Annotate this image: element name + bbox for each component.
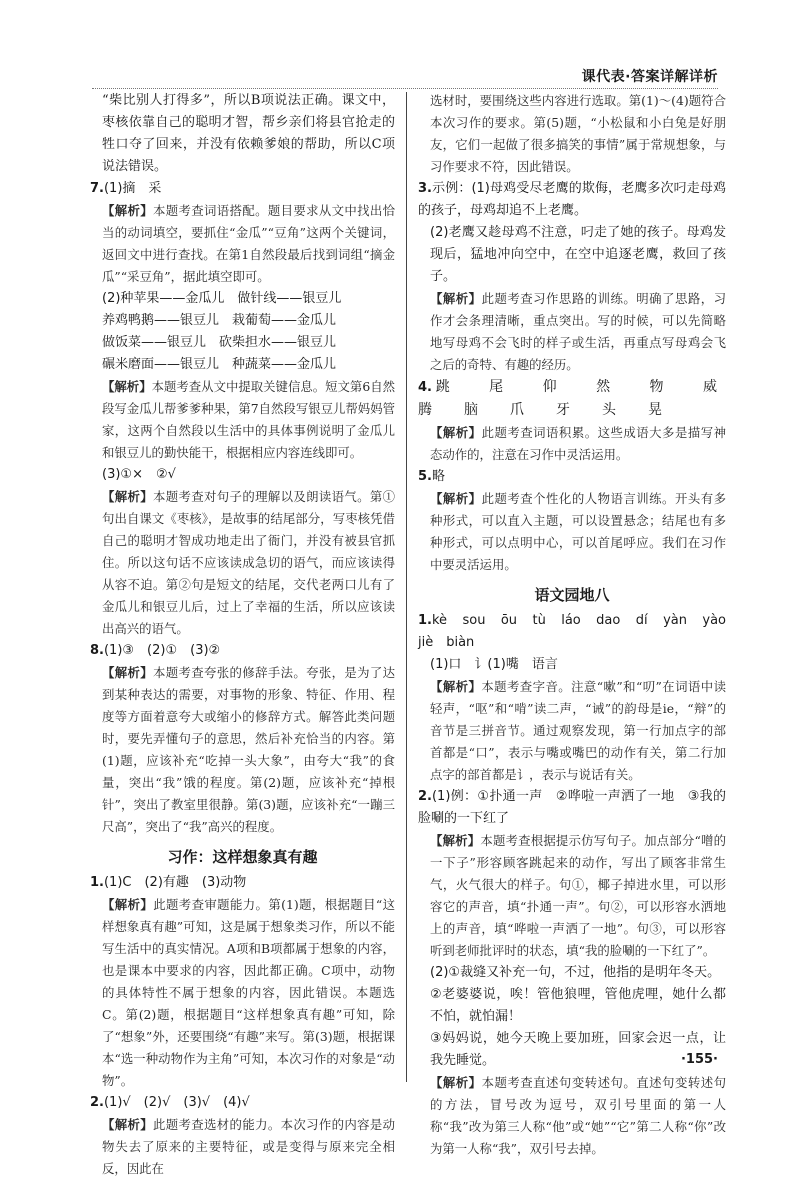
continued-analysis-right: 选材时，要围绕这些内容进行选取。第(1)～(4)题符合本次习作的要求。第(5)题，“小松鼠和小白兔是好朋友，它们一起做了很多搞笑的事情”属于常规想象，与习作要求不符，因此错误。 xyxy=(430,93,726,174)
right-column xyxy=(418,90,749,1160)
writing-question-4: 4.跳 尾 仰 然 物 威 腾 脑 爪 牙 头 晃 xyxy=(418,379,749,418)
writing-analysis-4: 【解析】此题考查词语积累。这些成语大多是描写神态动作的，注意在习作中灵活运用。 xyxy=(430,425,727,462)
garden-answer-2-3: ②老婆婆说，唉！管他狼哩，管他虎哩，她什么都不怕，就怕漏！ xyxy=(430,987,726,1024)
garden-analysis-2-1: 【解析】本题考查根据提示仿写句子。加点部分“噌的一下子”形容顾客跳起来的动作，写出了顾客非常生气，火气很大的样子。句①，椰子掉进水里，可以形容它的声音，填“扑通一声”。句②，可以形容水洒地上的声音，填“哗啦一声洒了一地”。句③，可以形容听到老师批评时的状态，填“我的脸唰的一下红了”。 xyxy=(430,833,726,958)
analysis-8: 【解析】本题考查夸张的修辞手法。夸张，是为了达到某种表达的需要，对事物的形象、特征、作用、程度等方面着意夸大或缩小的修辞方式。解答此类问题时，要先弄懂句子的意思，然后补充恰当的内容。第(1)题，应该补充“吃掉一头大象”，由夸大“我”的食量，突出“我”饿的程度。第(2)题，应该补充“掉根针”，突出了教室里很静。第(3)题，应该补充“一蹦三尺高”，突出了“我”高兴的程度。 xyxy=(102,665,396,834)
analysis-7-3: 【解析】本题考查对句子的理解以及朗读语气。第①句出自课文《枣核》，是故事的结尾部分，写枣核凭借自己的聪明才智成功地走出了衙门，并没有被县官抓住。所以这句话不应该读成急切的语气，而应该读得从容不迫。第②句是短文的结尾，交代老两口儿有了金瓜儿和银豆儿后，过上了幸福的生活，所以应该读出高兴的语气。 xyxy=(102,489,396,636)
writing-analysis-2: 【解析】此题考查选材的能力。本次习作的内容是动物失去了原来的主要特征，或是变得与原来完全相反，因此在 xyxy=(102,1117,396,1176)
analysis-7-1: 【解析】本题考查词语搭配。题目要求从文中找出恰当的动词填空，要抓住“金瓜”“豆角”这两个关键词，返回文中进行查找。在第1自然段最后找到词组“摘金瓜”“采豆角”，据此填空即可。 xyxy=(102,203,396,284)
answer-7-2-line: 养鸡鸭鹅——银豆儿 栽葡萄——金瓜儿 xyxy=(102,313,337,328)
writing-question-5: 5.略 xyxy=(418,469,445,484)
left-column xyxy=(90,90,395,1180)
writing-analysis-3: 【解析】此题考查习作思路的训练。明确了思路，习作才会条理清晰，重点突出。写的时候，可以先简略地写母鸡不会飞时的样子或生活，再重点写母鸡会飞之后的奇特、有趣的经历。 xyxy=(430,291,727,372)
garden-answer-1-2: (1)口 讠(1)嘴 语言 xyxy=(430,657,558,672)
question-7: 7.(1)摘 采 xyxy=(90,181,162,196)
section-title-garden: 语文园地八 xyxy=(534,586,610,604)
answer-7-2-line: 做饭菜——银豆儿 砍柴担水——银豆儿 xyxy=(102,335,337,350)
garden-analysis-1: 【解析】本题考查字音。注意“嗽”和“叨”在词语中读轻声，“呕”和“啃”读二声，“诫”的韵母是ie，“辩”的音节是三拼音节。通过观察发现，第一行加点字的部首都是“口”，表示与嘴或嘴巴的动作有关，第二行加点字的部首都是讠，表示与说话有关。 xyxy=(430,679,727,782)
writing-analysis-1: 【解析】此题考查审题能力。第(1)题，根据题目“这样想象真有趣”可知，这是属于想象类习作，所以不能写生活中的真实情况。A项和B项都属于想象的内容，也是课本中要求的内容，因此都正确。C项中，动物的具体特性不属于想象的内容，因此错误。本题选C。第(2)题，根据题目“这样想象真有趣”可知，除了“想象”外，还要围绕“有趣”来写。第(3)题，根据课本“选一种动物作为主角”可知，本次习作的对象是“动物”。 xyxy=(102,897,396,1088)
page-number: ·155· xyxy=(680,1052,718,1067)
header-title: 课代表·答案详解详析 xyxy=(581,69,718,85)
answer-7-2-line: (2)种苹果——金瓜儿 做针线——银豆儿 xyxy=(102,291,342,306)
garden-question-1: 1.kè sou ōu tù láo dao dí yàn yào jiè biàn xyxy=(418,613,740,650)
garden-answer-2-2: (2)①裁缝又补充一句，不过，他指的是明年冬天。 xyxy=(430,965,721,980)
garden-answer-2-4: ③妈妈说，她今天晚上要加班，回家会迟一点，让我先睡觉。 xyxy=(430,1031,726,1068)
writing-question-2: 2.(1)√ (2)√ (3)√ (4)√ xyxy=(90,1095,250,1110)
writing-analysis-5: 【解析】此题考查个性化的人物语言训练。开头有多种形式，可以直入主题，可以设置悬念；结尾也有多种形式，可以点明中心，可以首尾呼应。我们在习作中要灵活运用。 xyxy=(430,491,727,572)
continued-analysis: “柴比别人打得多”，所以B项说法正确。课文中，枣核依靠自己的聪明才智，帮乡亲们将县官抢走的牲口夺了回来，并没有依赖爹娘的帮助，所以C项说法错误。 xyxy=(102,93,395,174)
writing-answer-3-2: (2)老鹰又趁母鸡不注意，叼走了她的孩子。母鸡发现后，猛地冲向空中，在空中追逐老鹰，救回了孩子。 xyxy=(430,225,726,284)
garden-question-2: 2.(1)例：①扑通一声 ②哗啦一声洒了一地 ③我的脸唰的一下红了 xyxy=(418,789,726,826)
writing-question-1: 1.(1)C (2)有趣 (3)动物 xyxy=(90,875,247,890)
page-header xyxy=(92,62,718,89)
section-title-writing: 习作：这样想象真有趣 xyxy=(167,848,318,866)
answer-7-3: (3)①× ②√ xyxy=(102,467,176,482)
analysis-7-2: 【解析】本题考查从文中提取关键信息。短文第6自然段写金瓜儿帮爹爹种果，第7自然段写银豆儿帮妈妈管家，这两个自然段以生活中的具体事例说明了金瓜儿和银豆儿的勤快能干，根据相应内容连线即可。 xyxy=(102,379,396,460)
garden-analysis-2-2: 【解析】本题考查直述句变转述句。直述句变转述句的方法，冒号改为逗号，双引号里面的第一人称“我”改为第三人称“他”或“她”“它”第二人称“你”改为第一人称“我”，双引号去掉。 xyxy=(430,1075,727,1156)
answer-7-2-line: 碾米磨面——银豆儿 种蔬菜——金瓜儿 xyxy=(102,357,337,372)
writing-question-3: 3.示例：(1)母鸡受尽老鹰的欺侮，老鹰多次叼走母鸡的孩子，母鸡却追不上老鹰。 xyxy=(418,181,726,218)
question-8: 8.(1)③ (2)① (3)② xyxy=(90,643,221,658)
column-divider xyxy=(406,92,407,1082)
